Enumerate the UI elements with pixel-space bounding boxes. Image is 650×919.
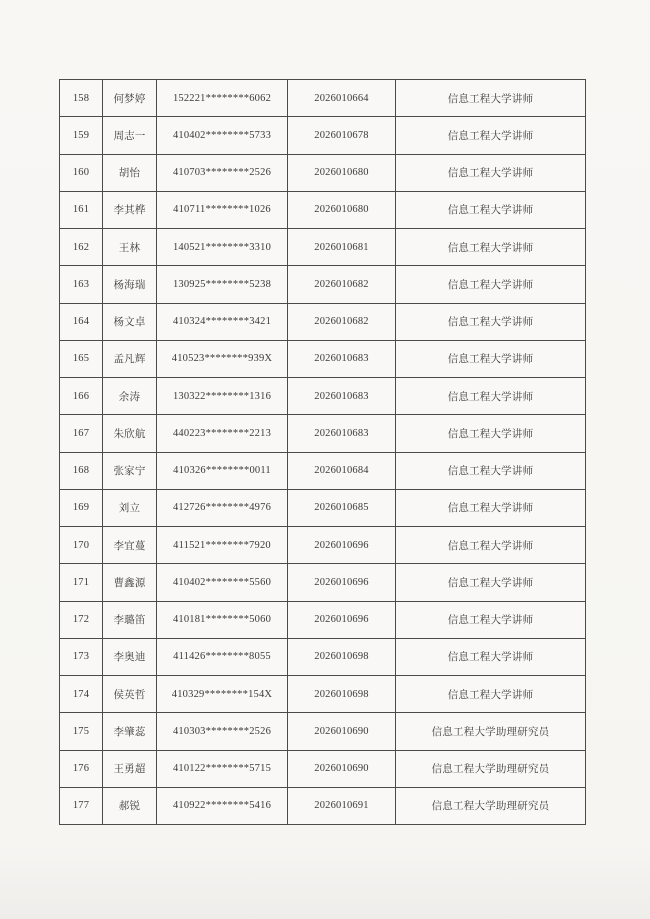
registration-number-cell: 2026010684	[288, 452, 396, 489]
name-cell: 孟凡辉	[103, 340, 157, 377]
table-row	[60, 601, 586, 638]
table-row	[60, 489, 586, 526]
name-cell: 杨海瑞	[103, 266, 157, 303]
table-row	[60, 191, 586, 228]
id-number-cell: 130925********5238	[157, 266, 288, 303]
name-cell: 李璐笛	[103, 601, 157, 638]
table-row	[60, 676, 586, 713]
table-row	[60, 452, 586, 489]
table-row	[60, 787, 586, 824]
name-cell: 侯英哲	[103, 676, 157, 713]
position-cell: 信息工程大学讲师	[396, 117, 586, 154]
table-row	[60, 713, 586, 750]
position-cell: 信息工程大学讲师	[396, 378, 586, 415]
row-index-cell: 169	[60, 489, 103, 526]
table-row	[60, 340, 586, 377]
id-number-cell: 410703********2526	[157, 154, 288, 191]
id-number-cell: 410303********2526	[157, 713, 288, 750]
registration-number-cell: 2026010680	[288, 154, 396, 191]
id-number-cell: 410711********1026	[157, 191, 288, 228]
id-number-cell: 410181********5060	[157, 601, 288, 638]
id-number-cell: 411521********7920	[157, 527, 288, 564]
table-row	[60, 80, 586, 117]
registration-number-cell: 2026010696	[288, 564, 396, 601]
table-row	[60, 117, 586, 154]
name-cell: 王勇超	[103, 750, 157, 787]
position-cell: 信息工程大学讲师	[396, 601, 586, 638]
name-cell: 周志一	[103, 117, 157, 154]
table-row	[60, 229, 586, 266]
name-cell: 朱欣航	[103, 415, 157, 452]
registration-number-cell: 2026010685	[288, 489, 396, 526]
name-cell: 李宜蔓	[103, 527, 157, 564]
table-row	[60, 750, 586, 787]
name-cell: 刘立	[103, 489, 157, 526]
row-index-cell: 163	[60, 266, 103, 303]
id-number-cell: 130322********1316	[157, 378, 288, 415]
position-cell: 信息工程大学讲师	[396, 452, 586, 489]
registration-number-cell: 2026010691	[288, 787, 396, 824]
id-number-cell: 140521********3310	[157, 229, 288, 266]
row-index-cell: 172	[60, 601, 103, 638]
id-number-cell: 410122********5715	[157, 750, 288, 787]
row-index-cell: 159	[60, 117, 103, 154]
name-cell: 何梦婷	[103, 80, 157, 117]
position-cell: 信息工程大学助理研究员	[396, 713, 586, 750]
id-number-cell: 410523********939X	[157, 340, 288, 377]
position-cell: 信息工程大学讲师	[396, 229, 586, 266]
name-cell: 李其桦	[103, 191, 157, 228]
name-cell: 李奥迪	[103, 638, 157, 675]
registration-number-cell: 2026010696	[288, 601, 396, 638]
row-index-cell: 166	[60, 378, 103, 415]
table-row	[60, 527, 586, 564]
position-cell: 信息工程大学讲师	[396, 340, 586, 377]
id-number-cell: 410922********5416	[157, 787, 288, 824]
position-cell: 信息工程大学讲师	[396, 415, 586, 452]
row-index-cell: 174	[60, 676, 103, 713]
position-cell: 信息工程大学讲师	[396, 154, 586, 191]
row-index-cell: 162	[60, 229, 103, 266]
position-cell: 信息工程大学讲师	[396, 191, 586, 228]
position-cell: 信息工程大学讲师	[396, 676, 586, 713]
name-cell: 李肇蕊	[103, 713, 157, 750]
name-cell: 胡怡	[103, 154, 157, 191]
registration-number-cell: 2026010698	[288, 638, 396, 675]
name-cell: 杨文卓	[103, 303, 157, 340]
row-index-cell: 175	[60, 713, 103, 750]
table-body	[60, 80, 586, 825]
position-cell: 信息工程大学讲师	[396, 527, 586, 564]
registration-number-cell: 2026010698	[288, 676, 396, 713]
row-index-cell: 170	[60, 527, 103, 564]
row-index-cell: 168	[60, 452, 103, 489]
row-index-cell: 177	[60, 787, 103, 824]
name-cell: 张家宁	[103, 452, 157, 489]
registration-number-cell: 2026010678	[288, 117, 396, 154]
registration-number-cell: 2026010690	[288, 713, 396, 750]
row-index-cell: 176	[60, 750, 103, 787]
id-number-cell: 410402********5733	[157, 117, 288, 154]
row-index-cell: 164	[60, 303, 103, 340]
registration-number-cell: 2026010664	[288, 80, 396, 117]
id-number-cell: 410324********3421	[157, 303, 288, 340]
id-number-cell: 410326********0011	[157, 452, 288, 489]
name-cell: 王林	[103, 229, 157, 266]
name-cell: 郝锐	[103, 787, 157, 824]
table-row	[60, 154, 586, 191]
position-cell: 信息工程大学讲师	[396, 80, 586, 117]
table-row	[60, 415, 586, 452]
row-index-cell: 167	[60, 415, 103, 452]
registration-number-cell: 2026010683	[288, 415, 396, 452]
personnel-table	[59, 79, 586, 825]
table-row	[60, 266, 586, 303]
name-cell: 余涛	[103, 378, 157, 415]
registration-number-cell: 2026010683	[288, 378, 396, 415]
id-number-cell: 411426********8055	[157, 638, 288, 675]
row-index-cell: 173	[60, 638, 103, 675]
row-index-cell: 165	[60, 340, 103, 377]
id-number-cell: 440223********2213	[157, 415, 288, 452]
row-index-cell: 171	[60, 564, 103, 601]
id-number-cell: 412726********4976	[157, 489, 288, 526]
id-number-cell: 152221********6062	[157, 80, 288, 117]
position-cell: 信息工程大学助理研究员	[396, 787, 586, 824]
table-row	[60, 378, 586, 415]
registration-number-cell: 2026010682	[288, 303, 396, 340]
table-row	[60, 303, 586, 340]
table-row	[60, 638, 586, 675]
row-index-cell: 160	[60, 154, 103, 191]
position-cell: 信息工程大学讲师	[396, 303, 586, 340]
registration-number-cell: 2026010696	[288, 527, 396, 564]
registration-number-cell: 2026010680	[288, 191, 396, 228]
name-cell: 曹鑫源	[103, 564, 157, 601]
position-cell: 信息工程大学助理研究员	[396, 750, 586, 787]
position-cell: 信息工程大学讲师	[396, 489, 586, 526]
table-row	[60, 564, 586, 601]
registration-number-cell: 2026010690	[288, 750, 396, 787]
id-number-cell: 410402********5560	[157, 564, 288, 601]
registration-number-cell: 2026010683	[288, 340, 396, 377]
registration-number-cell: 2026010682	[288, 266, 396, 303]
row-index-cell: 161	[60, 191, 103, 228]
row-index-cell: 158	[60, 80, 103, 117]
position-cell: 信息工程大学讲师	[396, 564, 586, 601]
position-cell: 信息工程大学讲师	[396, 638, 586, 675]
registration-number-cell: 2026010681	[288, 229, 396, 266]
position-cell: 信息工程大学讲师	[396, 266, 586, 303]
id-number-cell: 410329********154X	[157, 676, 288, 713]
